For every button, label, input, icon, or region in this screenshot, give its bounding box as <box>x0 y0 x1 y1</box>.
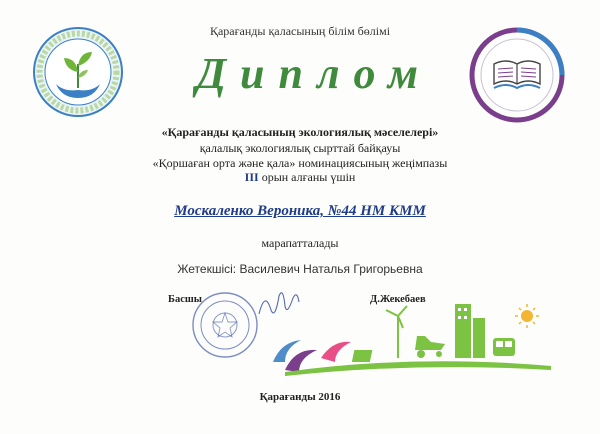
head-name: Д.Жекебаев <box>370 294 426 305</box>
head-signature-label: Басшы <box>168 294 202 305</box>
competition-line: қалалық экологиялық сырттай байқауы <box>199 141 401 155</box>
place-line <box>0 170 600 185</box>
awarded-text: марапатталады <box>261 236 339 250</box>
supervisor-line: Жетекшісі: Василевич Наталья Григорьевна <box>177 262 423 276</box>
event-name: «Қарағанды қаласының экологиялық мәселелері» <box>161 125 439 139</box>
diploma-title: Диплом <box>195 49 433 98</box>
place-roman: III <box>244 170 259 184</box>
issuer-heading: Қарағанды қаласының білім бөлімі <box>209 24 391 38</box>
recipient-name: Москаленко Вероника, №44 НМ КММ <box>174 203 426 219</box>
signature-scribble <box>255 284 305 324</box>
place-text: орын алғаны үшін <box>258 170 356 184</box>
city-year-footer: Қарағанды 2016 <box>259 391 341 403</box>
nomination-line: «Қоршаған орта және қала» номинациясының жеңімпазы <box>152 156 448 170</box>
